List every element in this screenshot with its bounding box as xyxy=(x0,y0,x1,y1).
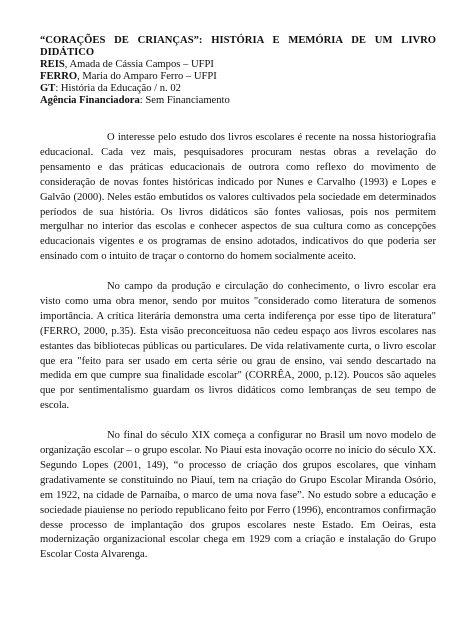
author-surname: FERRO xyxy=(40,71,78,82)
funding-label: Agência Financiadora xyxy=(40,95,140,106)
author-details: , Amada de Cássia Campos – UFPI xyxy=(64,59,214,70)
document-title: “CORAÇÕES DE CRIANÇAS”: HISTÓRIA E MEMÓRIA DE UM LIVRO DIDÁTICO xyxy=(40,35,436,58)
author-line-ferro xyxy=(40,71,436,83)
author-details: , Maria do Amparo Ferro – UFPI xyxy=(77,71,217,82)
paragraph: O interesse pelo estudo dos livros escolares é recente na nossa historiografia educacional. Cada vez mais, pesquisadores procuram nestas obras a revelação do pensamento e das práticas educacionais de outrora como reflexo do movimento de consideração de novas fontes históricas indicado por Nunes e Carvalho (1993) e Lopes e Galvão (2000). Neles estão embutidos os valores cultivados pela sociedade em determinados períodos de sua história. Os livros didáticos são fontes valiosas, pois nos permitem mergulhar no interior das escolas e conhecer aspectos de sua cultura como as concepções educacionais vigentes e os programas de ensino adotados, indicativos do que poderia ser ensinado com o intuito de traçar o contorno do homem socialmente aceito. xyxy=(40,132,436,263)
funding-line xyxy=(40,95,436,107)
working-group-label: GT xyxy=(40,83,56,94)
author-line-reis xyxy=(40,59,436,71)
working-group-line xyxy=(40,83,436,95)
document-body xyxy=(40,131,436,578)
paragraph: No campo da produção e circulação do conhecimento, o livro escolar era visto como uma obra menor, sendo por muitos "considerado como literatura de somenos importância. A crítica literária demonstra uma certa indiferença por esse tipo de literatura" (FERRO, 2000, p.35). Esta visão preconceituosa não cedeu espaço aos livros escolares nas estantes das bibliotecas públicas ou particulares. De vida relativamente curta, o livro escolar que era "feito para ser usado em certa série ou grau de ensino, vai sendo descartado na medida em que cumpre sua finalidade escolar" (CORRÊA, 2000, p.12). Poucos são aqueles que por sentimentalismo guardam os livros didáticos como lembranças de seu tempo de escola. xyxy=(40,281,436,412)
document-header xyxy=(40,35,436,107)
funding-value: : Sem Financiamento xyxy=(139,95,230,106)
author-surname: REIS xyxy=(40,59,65,70)
working-group-value: : História da Educação / n. 02 xyxy=(55,83,181,94)
paragraph: No final do século XIX começa a configurar no Brasil um novo modelo de organização escolar – o grupo escolar. No Piauí esta inovação ocorre no início do século XX. Segundo Lopes (2001, 149), “o processo de criação dos grupos escolares, que vinham gradativamente se constituindo no Piauí, tem na criação do Grupo Escolar Miranda Osório, em 1922, na cidade de Parnaíba, o marco de uma nova fase”. No estudo sobre a educação e sociedade piauiense no período republicano feito por Ferro (1996), encontramos confirmação desse processo de implantação dos grupos escolares neste Estado. Em Oeiras, esta modernização organizacional escolar chega em 1929 com a criação e instalação do Grupo Escolar Costa Alvarenga. xyxy=(40,430,436,561)
